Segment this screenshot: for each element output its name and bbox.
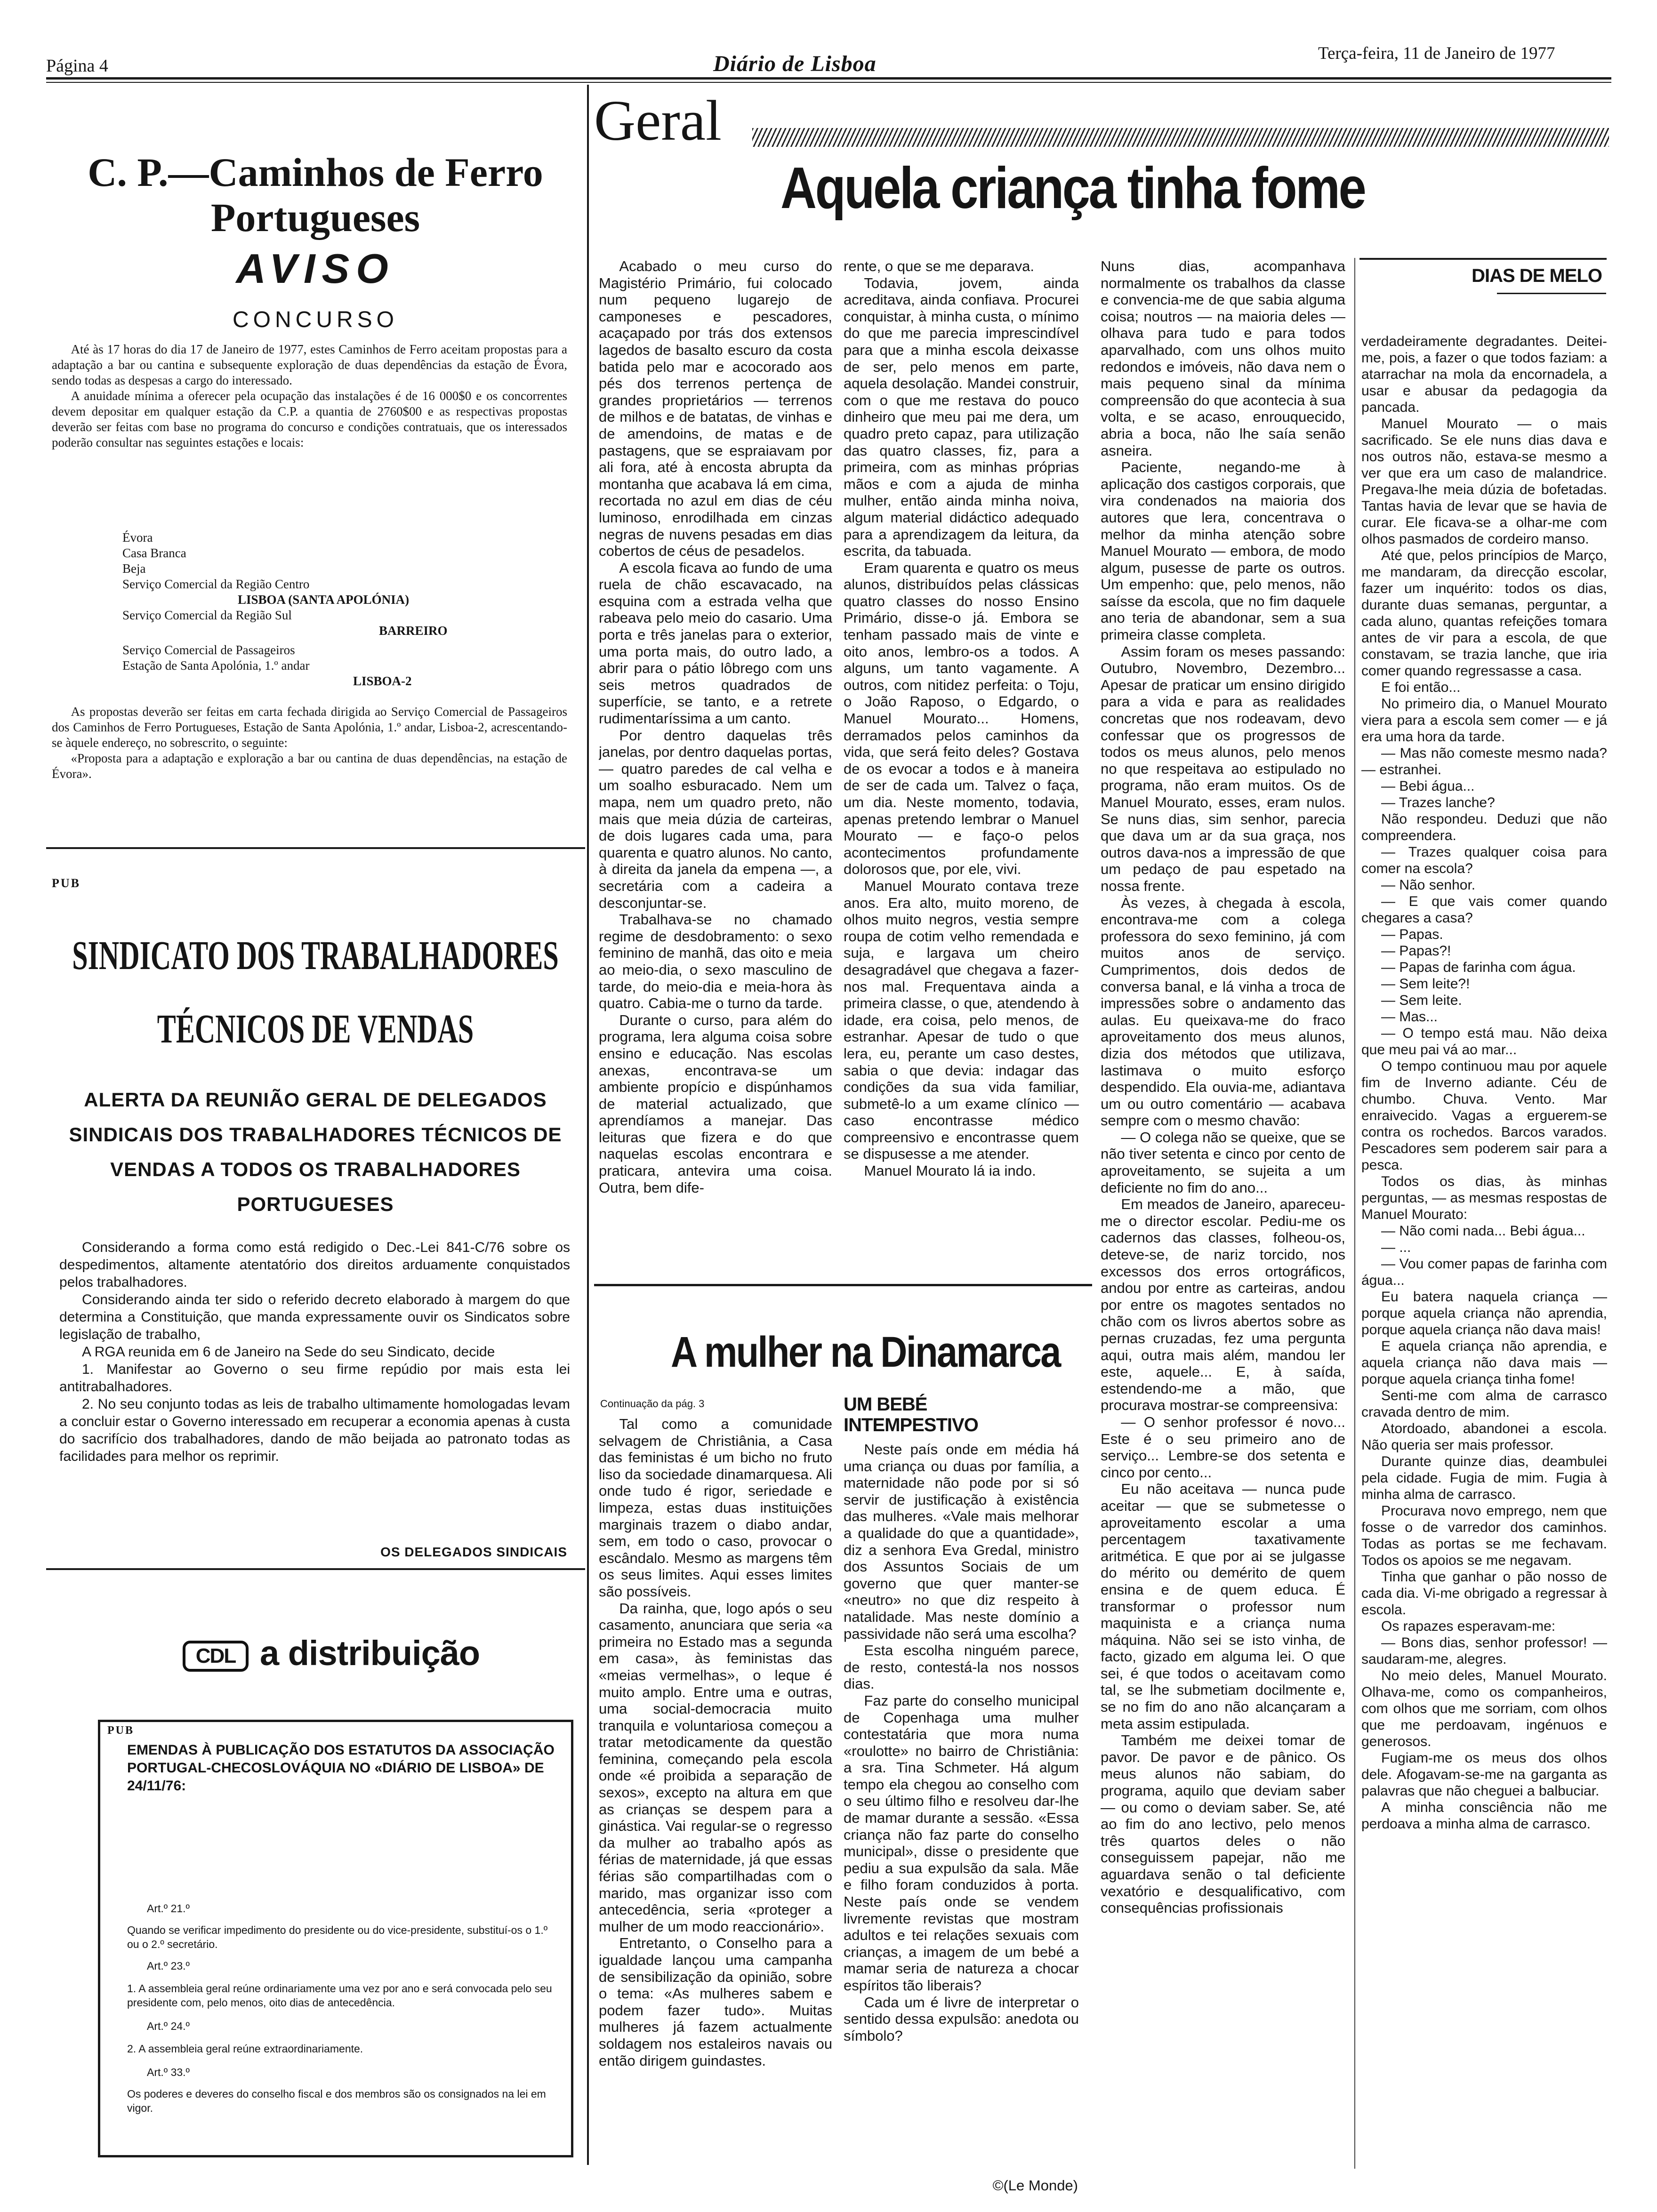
article-paragraph: No meio deles, Manuel Mourato. Olhava-me, como os companheiros, com olhos que me sorriam, com olhos que me perdoavam, ingénuos e generosos. bbox=[1361, 1668, 1607, 1749]
article-paragraph: Eu batera naquela criança — porque aquela criança não aprendia, porque aquela criança não dava mais! bbox=[1361, 1289, 1607, 1338]
article-paragraph: — Trazes lanche? bbox=[1381, 795, 1495, 810]
article-column-4 bbox=[1361, 333, 1607, 2178]
cp-notice-body bbox=[52, 342, 567, 450]
article-paragraph: — O tempo está mau. Não deixa que meu pai vá ao mar... bbox=[1361, 1026, 1607, 1058]
cp-location-city: LISBOA-2 bbox=[353, 674, 412, 688]
article-paragraph: Cada um é livre de interpretar o sentido dessa expulsão: anedota ou símbolo? bbox=[844, 1994, 1079, 2044]
article-paragraph: Faz parte do conselho municipal de Copenhaga uma mulher contestatária que mora numa «roulotte» no bairro de Christiânia: a sra. Tina Schmeter. Há algum tempo ela chegou ao conselho com o seu último filho e resolveu dar-lhe de mamar durante a sessão. «Essa criança não faz parte do conselho municipal», disse o presidente que pediu a sua expulsão da sala. Mãe e filho foram conduzidos à porta. Neste país onde se vendem livremente revistas que mostram adultos e tei relações sexuais com crianças, a imagem de um bebé a mamar seria de natureza a chocar espíritos tão liberais? bbox=[844, 1692, 1079, 1994]
article-paragraph: — Mas não comeste mesmo nada? — estranhei. bbox=[1361, 745, 1607, 777]
article-paragraph: Manuel Mourato lá ia indo. bbox=[864, 1162, 1036, 1179]
article-paragraph: — Trazes qualquer coisa para comer na escola? bbox=[1361, 844, 1607, 876]
article-paragraph: — E que vais comer quando chegares a casa? bbox=[1361, 894, 1607, 926]
article-paragraph: — Não senhor. bbox=[1381, 877, 1476, 893]
article-paragraph: Eram quarenta e quatro os meus alunos, distribuídos pelas clássicas quatro classes do nosso Ensino Primário, disse-o já. Embora se tenham passado mais de vinte e oito anos, lembro-os a todos. A alguns, um tanto vagamente. A outros, com nitidez perfeita: o Toju, o João Raposo, o Edgardo, o Manuel Mourato... Homens, derramados pelos caminhos da vida, que será feito deles? Gostava de os evocar a todos e à maneira de ser de cada um. Talvez o faça, um dia. Neste momento, todavia, apenas pretendo lembrar o Manuel Mourato — e faço-o pelos acontecimentos profundamente dolorosos que, por ele, vivi. bbox=[844, 559, 1079, 878]
article-paragraph: — Sem leite?! bbox=[1381, 976, 1470, 992]
cp-concurso: CONCURSO bbox=[232, 307, 398, 332]
article-column-2 bbox=[844, 258, 1079, 1274]
article-paragraph: Em meados de Janeiro, apareceu-me o director escolar. Pediu-me os cadernos das classes, folheou-os, deteve-se, de nariz torcido, nos excessos dos erros ortográficos, andou por entre as carteiras, andou por entre os magotes sentados no chão com os livros abertos sobre as pernas cruzadas, fez uma pergunta aqui, outra mais além, mandou ler este, aquele... E, à saída, estendendo-me a mão, que procurava mostrar-se compreensiva: bbox=[1101, 1196, 1345, 1414]
article-paragraph: Manuel Mourato — o mais sacrificado. Se ele nuns dias dava e nos outros não, estava-se mesmo a ver que era um caso de malandrice. Pregava-lhe meia dúzia de bofetadas. Tantas havia de levar que se havia de curar. Ele ficava-se a olhar-me com olhos pasmados de cordeiro manso. bbox=[1361, 416, 1607, 547]
article-paragraph: Da rainha, que, logo após o seu casamento, anunciara que seria «a primeira no Estado mas a segunda em casa», às feministas das «meias vermelhas», o leque é muito amplo. Entre uma e outras, uma social-democracia muito tranquila e voluntariosa começou a tratar metodicamente da questão feminina, começando pela escola onde «é proibida a separação de sexos», excepto na altura em que as crianças se despem para a ginástica. Vai regular-se o regresso da mulher ao trabalho após as férias de maternidade, já que essas férias são compartilhadas com o marido, mas organizar isso com antecedência, seria «proteger a mulher de um modo reaccionário». bbox=[599, 1600, 832, 1935]
article-paragraph: rente, o que se me deparava. bbox=[844, 258, 1034, 274]
article-paragraph: verdadeiramente degradantes. Deitei-me, pois, a fazer o que todos faziam: a atarrachar na mola da encornadela, a usar e abusar da pedagogia da pancada. bbox=[1361, 334, 1607, 415]
column-divider bbox=[1354, 258, 1355, 2169]
masthead-rule-thin bbox=[46, 82, 1611, 83]
article-paragraph: Assim foram os meses passando: Outubro, Novembro, Dezembro... Apesar de praticar um ensino dirigido para a vida e para as realidades concretas que nos rodeavam, devo confessar que os progressos de todos os meus alunos, pelo menos no que respeitava ao estipulado no programa, não eram muitos. Os de Manuel Mourato, esses, eram nulos. Se nuns dias, sim senhor, parecia que dava um ar da sua graça, nos outros dava-nos a impressão de que um pedaço de pau espetado na nossa frente. bbox=[1101, 643, 1345, 894]
cp-location-city: BARREIRO bbox=[379, 624, 448, 638]
article-paragraph: Todos os dias, às minhas perguntas, — as mesmas respostas de Manuel Mourato: bbox=[1361, 1174, 1607, 1222]
article-paragraph: O tempo continuou mau por aquele fim de Inverno adiante. Céu de chumbo. Chuva. Vento. Mar enraivecido. Vagas a erguerem-se contra os rochedos. Barcos varados. Pescadores sem poderem sair para a pesca. bbox=[1361, 1058, 1607, 1173]
cdl-logo-text: CDL bbox=[195, 1644, 236, 1667]
sindicato-title-line2: TÉCNICOS DE VENDAS bbox=[157, 1006, 474, 1051]
article-paragraph: Senti-me com alma de carrasco cravada dentro de mim. bbox=[1361, 1388, 1607, 1420]
article-paragraph: Tinha que ganhar o pão nosso de cada dia. Vi-me obrigado a regressar à escola. bbox=[1361, 1569, 1607, 1618]
section-rule bbox=[46, 1568, 585, 1570]
column-divider bbox=[587, 85, 589, 2165]
cp-para: Até às 17 horas do dia 17 de Janeiro de 1977, estes Caminhos de Ferro aceitam propostas para a adaptação a bar ou cantina e subsequente exploração de duas dependências da estação de Évora, sendo todas as despesas a cargo do interessado. bbox=[52, 342, 567, 387]
article-paragraph: — Bons dias, senhor professor! — saudaram-me, alegres. bbox=[1361, 1635, 1607, 1667]
emendas-title: EMENDAS À PUBLICAÇÃO DOS ESTATUTOS DA ASSOCIAÇÃO PORTUGAL-CHECOSLOVÁQUIA NO «DIÁRIO DE LISBOA» DE 24/11/76: bbox=[127, 1742, 555, 1794]
article-paragraph: Também me deixei tomar de pavor. De pavor e de pânico. Os meus alunos não sabiam, do programa, aquilo que deviam saber — ou como o deviam saber. Se, até ao fim do ano lectivo, pelo menos três quartos deles o não conseguissem papejar, não me aguardava senão o tal deficiente vexatório e desqualificativo, com consequências profissionais bbox=[1101, 1732, 1345, 1916]
article-paragraph: — Vou comer papas de farinha com água... bbox=[1361, 1256, 1607, 1288]
article-paragraph: Entretanto, o Conselho para a igualdade lançou uma campanha de sensibilização da opinião, sobre o tema: «As mulheres sabem e podem fazer tudo». Muitas mulheres já fazem actualmente soldagem nos estaleiros navais ou então dirigem guindastes. bbox=[599, 1935, 832, 2069]
sindicato-title-line1: SINDICATO DOS TRABALHADORES bbox=[72, 933, 559, 978]
article-paragraph: Nuns dias, acompanhava normalmente os trabalhos da classe e convencia-me de que sabia alguma coisa; noutros — na maioria deles — olhava para tudo e para todos aparvalhado, com uns olhos muito redondos e imóveis, não dava nem o mais pequeno sinal da mínima compreensão do que acontecia à sua volta, e se acaso, enrouquecido, abria a boca, não lhe saía senão asneira. bbox=[1101, 258, 1345, 459]
article-paragraph: A escola ficava ao fundo de uma ruela de chão escavacado, na esquina com a estrada velha que rabeava pelo meio do casario. Uma porta e três janelas para o exterior, uma porta mais, do outro lado, a abrir para o pátio lôbrego com uns seis metros quadrados de superfície, se tanto, e a retrete rudimentaríssima a um canto. bbox=[599, 559, 832, 727]
continuation-note: Continuação da pág. 3 bbox=[600, 1398, 705, 1410]
sindicato-para: 1. Manifestar ao Governo o seu firme repúdio por mais esta lei antitrabalhadores. bbox=[59, 1362, 570, 1395]
article-paragraph: Neste país onde em média há uma criança ou duas por família, a maternidade não pode por si só servir de justificação à existência das mulheres. «Vale mais melhorar a qualidade do que a quantidade», diz a senhora Eva Gredal, ministro dos Assuntos Sociais de um governo que quer manter-se «neutro» no que diz respeito à natalidade. Mas neste domínio a passividade não será uma escolha? bbox=[844, 1441, 1079, 1642]
article-paragraph: Tal como a comunidade selvagem de Christiânia, a Casa das feministas é um bicho no fruto liso da sociedade dinamarquesa. Ali onde tudo é rigor, seriedade e limpeza, estas duas instituições marginais trazem o diabo andar, sem, em todo o caso, provocar o escândalo. Mesmo as margens têm os seus limites. Aqui esses limites são possíveis. bbox=[599, 1416, 832, 1600]
article-paragraph: — Papas de farinha com água. bbox=[1381, 960, 1576, 975]
article-column-1 bbox=[599, 258, 832, 1274]
article-paragraph: Durante o curso, para além do programa, lera alguma coisa sobre ensino e educação. Nas escolas anexas, encontrava-se um ambiente propício e dispúnhamos de material actualizado, que aprendíamos a manejar. Das leituras que fizera e do que naquelas escolas encontrara e praticara, antevira uma coisa. Outra, bem dife- bbox=[599, 1011, 832, 1196]
article-paragraph: No primeiro dia, o Manuel Mourato viera para a escola sem comer — e já era uma hora da tarde. bbox=[1361, 696, 1607, 745]
sindicato-para: A RGA reunida em 6 de Janeiro na Sede do seu Sindicato, decide bbox=[82, 1344, 495, 1360]
pub-label: PUB bbox=[52, 876, 80, 890]
article-paragraph: Por dentro daquelas três janelas, por dentro daquelas portas, — quatro paredes de cal velha e um soalho esburacado. Nem um mapa, nem um quadro preto, não mais que meia dúzia de carteiras, de dois lugares cada uma, para quarenta e quatro alunos. No canto, à direita da janela da empena —, a secretária com a cadeira a desconjuntar-se. bbox=[599, 727, 832, 911]
issue-date: Terça-feira, 11 de Janeiro de 1977 bbox=[1318, 44, 1555, 63]
cdl-logo bbox=[183, 1641, 249, 1672]
cp-notice-closing bbox=[52, 704, 567, 782]
section-rule bbox=[46, 847, 585, 849]
article-paragraph: Atordoado, abandonei a escola. Não queria ser mais professor. bbox=[1361, 1421, 1607, 1453]
article-paragraph: Até que, pelos princípios de Março, me mandaram, da direcção escolar, fazer um inquérito: todos os dias, durante duas semanas, perguntar, a cada aluno, quantas refeições tomara antes de vir para a escola, de que constavam, se trazia lanche, que iria comer quando regressasse a casa. bbox=[1361, 548, 1607, 679]
article-paragraph: — Papas. bbox=[1381, 927, 1443, 942]
dinamarca-headline: A mulher na Dinamarca bbox=[671, 1328, 1060, 1376]
article-paragraph: — O colega não se queixe, que se não tiver setenta e cinco por cento de aproveitamento, se sujeita a um deficiente no fim do ano... bbox=[1101, 1129, 1345, 1196]
article-column-3 bbox=[1101, 258, 1345, 2178]
article-paragraph: Acabado o meu curso do Magistério Primário, fui colocado num pequeno lugarejo de camponeses e pescadores, acaçapado por trás dos extensos lagedos de basalto escuro da costa batida pelo mar e acocorado aos pés dos terrenos pertença de grandes proprietários — terrenos de milhos e de batatas, de vinhas e de amendoins, de matas e de pastagens, que se espraiavam por ali fora, até à encosta abrupta da montanha que acabava lá em cima, recortada no azul em dias de céu luminoso, enrodilhada em cinzas negras de nuvens pesadas em dias cobertos de céus de pesadelos. bbox=[599, 258, 832, 560]
page-number: Página 4 bbox=[46, 56, 108, 76]
sindicato-title bbox=[47, 933, 584, 1051]
emendas-articles bbox=[127, 1901, 558, 2115]
cp-aviso: AVISO bbox=[236, 245, 395, 292]
sindicato-alert: ALERTA DA REUNIÃO GERAL DE DELEGADOS SINDICAIS DOS TRABALHADORES TÉCNICOS DE VENDAS A TODOS OS TRABALHADORES PORTUGUESES bbox=[69, 1089, 562, 1215]
article-text: Os poderes e deveres do conselho fiscal e dos membros são os consignados na lei em vigor. bbox=[127, 2088, 546, 2114]
cp-location: Évora bbox=[122, 530, 153, 545]
article-paragraph: — ... bbox=[1381, 1240, 1411, 1255]
cp-location: Serviço Comercial da Região Sul bbox=[122, 608, 292, 622]
cp-location: Estação de Santa Apolónia, 1.º andar bbox=[122, 658, 310, 673]
sindicato-para: 2. No seu conjunto todas as leis de trabalho ultimamente homologadas levam a concluir estar o Governo interessado em recuperar a economia apenas à custa do sacrifício dos trabalhadores, dando de mão beijada ao patronato todas as facilidades para melhor os reprimir. bbox=[59, 1396, 570, 1464]
main-headline: Aquela criança tinha fome bbox=[780, 156, 1365, 221]
article-paragraph: — Mas... bbox=[1381, 1009, 1438, 1025]
article-paragraph: — Bebi água... bbox=[1381, 778, 1475, 794]
cp-para: A anuidade mínima a oferecer pela ocupação das instalações é de 16 000$0 e os concorrentes devem depositar em qualquer estação da C.P. a quantia de 2760$00 e as respectivas propostas deverão ser feitas com base no programa do concurso e condições contratuais, que os interessados poderão consultar nas seguintes estações e locais: bbox=[52, 389, 567, 449]
article-paragraph: — O senhor professor é novo... Este é o seu primeiro ano de serviço... Lembre-se dos setenta e cinco por cento... bbox=[1101, 1413, 1345, 1481]
newspaper-name: Diário de Lisboa bbox=[713, 51, 877, 76]
article-paragraph: E foi então... bbox=[1381, 680, 1461, 695]
cp-para: As propostas deverão ser feitas em carta fechada dirigida ao Serviço Comercial de Passageiros dos Caminhos de Ferro Portugueses, Estação de Santa Apolónia, 1.º andar, Lisboa-2, acrescentando-se àquele endereço, no sobrescrito, o seguinte: bbox=[52, 705, 567, 750]
cp-title-line2: Portugueses bbox=[210, 195, 420, 240]
cp-title-line1: C. P.—Caminhos de Ferro bbox=[88, 150, 543, 195]
emendas-pub-label: PUB bbox=[107, 1724, 134, 1737]
article-paragraph: E aquela criança não aprendia, e aquela criança não dava mais — porque aquela criança tinha fome! bbox=[1361, 1338, 1607, 1387]
article-paragraph: Todavia, jovem, ainda acreditava, ainda confiava. Procurei conquistar, à minha custa, o mínimo do que me parecia imprescindível para que a minha escola deixasse de ser, pelo menos em parte, aquela desolação. Mandei construir, com o que me restava do pouco dinheiro que meu pai me dera, um quadro preto capaz, para utilização das quatro classes, fiz, para a primeira, com as minhas próprias mãos e com a ajuda de minha mulher, então ainda minha noiva, algum material didáctico adequado para a aprendizagem da leitura, da escrita, da tabuada. bbox=[844, 274, 1079, 560]
article-paragraph: Esta escolha ninguém parece, de resto, contestá-la nos nossos dias. bbox=[844, 1642, 1079, 1692]
article-paragraph: — Não comi nada... Bebi água... bbox=[1381, 1223, 1585, 1239]
cp-location: Serviço Comercial de Passageiros bbox=[122, 643, 295, 657]
sindicato-para: Considerando ainda ter sido o referido decreto elaborado à margem do que determina a Constituição, que manda expressamente ouvir os Sindicatos sobre legislação de trabalho, bbox=[59, 1292, 570, 1342]
section-hatch-bar bbox=[752, 128, 1609, 147]
article-paragraph: Eu não aceitava — nunca pude aceitar — que se submetesse o aproveitamento escolar a uma percentagem taxativamente aritmética. E que por ai se julgasse do mérito ou demérito de quem ensina e de quem educa. É transformar o professor num maquinista e a criança numa máquina. Não sei se isto vinha, de facto, gizado em alguma lei. O que sei, é que todos o aceitavam como tal, se lhe submetiam docilmente e, se no fim do ano não alcançaram a meta assim estipulada. bbox=[1101, 1481, 1345, 1732]
sindicato-signature: OS DELEGADOS SINDICAIS bbox=[380, 1545, 567, 1559]
article-paragraph: Durante quinze dias, deambulei pela cidade. Fugia de mim. Fugia à minha alma de carrasco. bbox=[1361, 1454, 1607, 1502]
article-paragraph: A minha consciência não me perdoava a minha alma de carrasco. bbox=[1361, 1800, 1607, 1832]
article-paragraph: Manuel Mourato contava treze anos. Era alto, muito moreno, de olhos muito negros, vestia sempre roupa de cotim velho remendada e suja, e largava um cheiro desagradável que chegava a fazer-nos mal. Frequentava ainda a primeira classe, o que, atendendo à idade, era coisa, pelo menos, de estranhar. Apesar de tudo o que lera, eu, perante um caso destes, sabia o que devia: indagar das condições da sua vida familiar, submetê-lo a um exame clínico — caso encontrasse médico compreensivo e encontrasse quem se dispusesse a me atender. bbox=[844, 877, 1079, 1162]
cp-location: Casa Branca bbox=[122, 546, 186, 560]
article-paragraph: Paciente, negando-me à aplicação dos castigos corporais, que vira condenados na maioria dos autores que lera, concentrava o melhor da minha atenção sobre Manuel Mourato — embora, de modo algum, pusesse de parte os outros. Um empenho: que, pelo menos, não saísse da escola, que no fim daquele ano teria de abandonar, sem a sua primeira classe completa. bbox=[1101, 459, 1345, 643]
article-number: Art.º 21.º bbox=[147, 1902, 190, 1915]
dinamarca-subheading: UM BEBÉ INTEMPESTIVO bbox=[844, 1394, 978, 1435]
author-byline: DIAS DE MELO bbox=[1472, 265, 1602, 286]
byline-rule-top bbox=[1359, 258, 1607, 260]
article-paragraph: Às vezes, à chegada à escola, encontrava-me com a colega professora do sexo feminino, já com muitos anos de serviço. Cumprimentos, dois dedos de conversa banal, e lá vinha a troca de impressões sobre o andamento das aulas. Eu queixava-me do fraco aproveitamento dos meus alunos, dizia dos métodos que utilizava, lastimava o muito esforço despendido. Ela ouvia-me, adiantava um ou outro comentário — acabava sempre com o mesmo chavão: bbox=[1101, 894, 1345, 1129]
article-number: Art.º 33.º bbox=[147, 2066, 190, 2078]
article-number: Art.º 23.º bbox=[147, 1960, 190, 1972]
article-credit: ©(Le Monde) bbox=[992, 2177, 1078, 2194]
section-title: Geral bbox=[594, 89, 722, 152]
masthead-rule bbox=[46, 77, 1611, 80]
article-paragraph: Os rapazes esperavam-me: bbox=[1381, 1619, 1556, 1634]
cp-locations bbox=[122, 530, 546, 689]
sindicato-body bbox=[59, 1239, 570, 1465]
article-paragraph: — Papas?! bbox=[1381, 943, 1451, 959]
article-text: 2. A assembleia geral reúne extraordinariamente. bbox=[127, 2043, 363, 2055]
sindicato-para: Considerando a forma como está redigido o Dec.-Lei 841-C/76 sobre os despedimentos, altamente atentatório dos direitos arduamente conquistados pelos trabalhadores. bbox=[59, 1240, 570, 1290]
article-text: 1. A assembleia geral reúne ordinariamente uma vez por ano e será convocada pelo seu presidente com, pelo menos, oito dias de antecedência. bbox=[127, 1982, 552, 2009]
article-paragraph: Fugiam-me os meus dos olhos dele. Afogavam-se-me na garganta as palavras que não cheguei a balbuciar. bbox=[1361, 1750, 1607, 1799]
dinamarca-column-1 bbox=[599, 1416, 832, 2178]
cp-location: Beja bbox=[122, 561, 146, 576]
article-paragraph: Procurava novo emprego, nem que fosse o de varredor dos caminhos. Todas as portas se me fechavam. Todos os apoios se me negavam. bbox=[1361, 1503, 1607, 1568]
cp-para: «Proposta para a adaptação e exploração a bar ou cantina de duas dependências, na estação de Évora». bbox=[52, 751, 567, 781]
byline-rule-bottom bbox=[1497, 293, 1606, 294]
section-rule bbox=[594, 1284, 1092, 1286]
article-paragraph: — Sem leite. bbox=[1381, 993, 1462, 1008]
cdl-tagline: a distribuição bbox=[260, 1634, 480, 1673]
cp-location-city: LISBOA (SANTA APOLÓNIA) bbox=[238, 593, 410, 607]
article-text: Quando se verificar impedimento do presidente ou do vice-presidente, substituí-os o 1.º ou o 2.º secretário. bbox=[127, 1924, 548, 1950]
cp-location: Serviço Comercial da Região Centro bbox=[122, 577, 310, 591]
article-paragraph: Não respondeu. Deduzi que não compreendera. bbox=[1361, 811, 1607, 843]
dinamarca-column-2 bbox=[844, 1441, 1079, 2156]
article-number: Art.º 24.º bbox=[147, 2020, 190, 2032]
article-paragraph: Trabalhava-se no chamado regime de desdobramento: o sexo feminino de manhã, das oito e meia ao meio-dia, o sexo masculino de tarde, do meio-dia e meia-hora às quatro. Cabia-me o turno da tarde. bbox=[599, 911, 832, 1012]
cp-title bbox=[47, 150, 584, 240]
